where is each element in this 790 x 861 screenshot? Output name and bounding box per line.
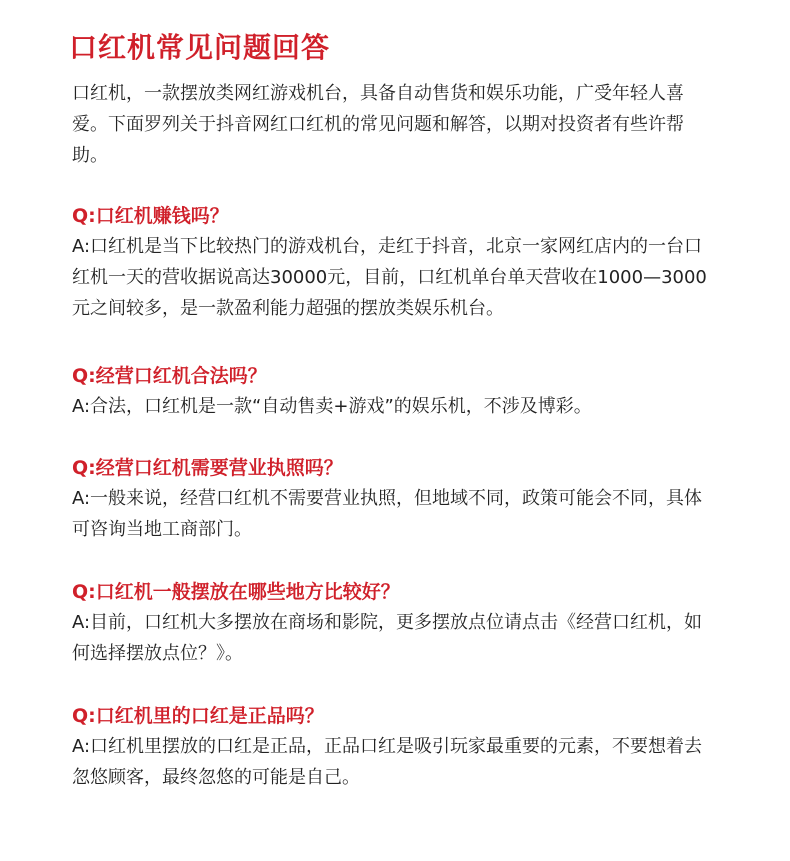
faq-answer: A:一般来说，经营口红机不需要营业执照，但地域不同，政策可能会不同，具体可咨询当地工商部门。 xyxy=(72,488,703,540)
faq-item xyxy=(72,361,712,422)
faq-item xyxy=(72,201,712,324)
faq-item xyxy=(72,577,712,669)
faq-answer: A:目前，口红机大多摆放在商场和影院，更多摆放点位请点击《经营口红机，如何选择摆放点位？》。 xyxy=(72,612,703,664)
faq-question: Q:经营口红机需要营业执照吗？ xyxy=(72,457,343,479)
page-title: 口红机常见问题回答 xyxy=(69,31,331,64)
faq-answer: A:口红机是当下比较热门的游戏机台，走红于抖音，北京一家网红店内的一台口红机一天的营收据说高达30000元，目前，口红机单台单天营收在1000—3000元之间较多，是一款盈利能力超强的摆放类娱乐机台。 xyxy=(72,236,707,319)
faq-item xyxy=(72,701,712,793)
faq-answer: A:合法，口红机是一款“自动售卖+游戏”的娱乐机，不涉及博彩。 xyxy=(72,396,592,417)
faq-answer: A:口红机里摆放的口红是正品，正品口红是吸引玩家最重要的元素，不要想着去忽悠顾客，最终忽悠的可能是自己。 xyxy=(72,736,703,788)
faq-article xyxy=(69,0,712,793)
faq-question: Q:口红机一般摆放在哪些地方比较好？ xyxy=(72,581,400,603)
faq-question: Q:口红机里的口红是正品吗？ xyxy=(72,705,324,727)
faq-question: Q:口红机赚钱吗？ xyxy=(72,205,229,227)
faq-item xyxy=(72,453,712,545)
intro-paragraph: 口红机，一款摆放类网红游戏机台，具备自动售货和娱乐功能，广受年轻人喜爱。下面罗列关于抖音网红口红机的常见问题和解答，以期对投资者有些许帮助。 xyxy=(72,83,684,166)
faq-question: Q:经营口红机合法吗？ xyxy=(72,365,267,387)
